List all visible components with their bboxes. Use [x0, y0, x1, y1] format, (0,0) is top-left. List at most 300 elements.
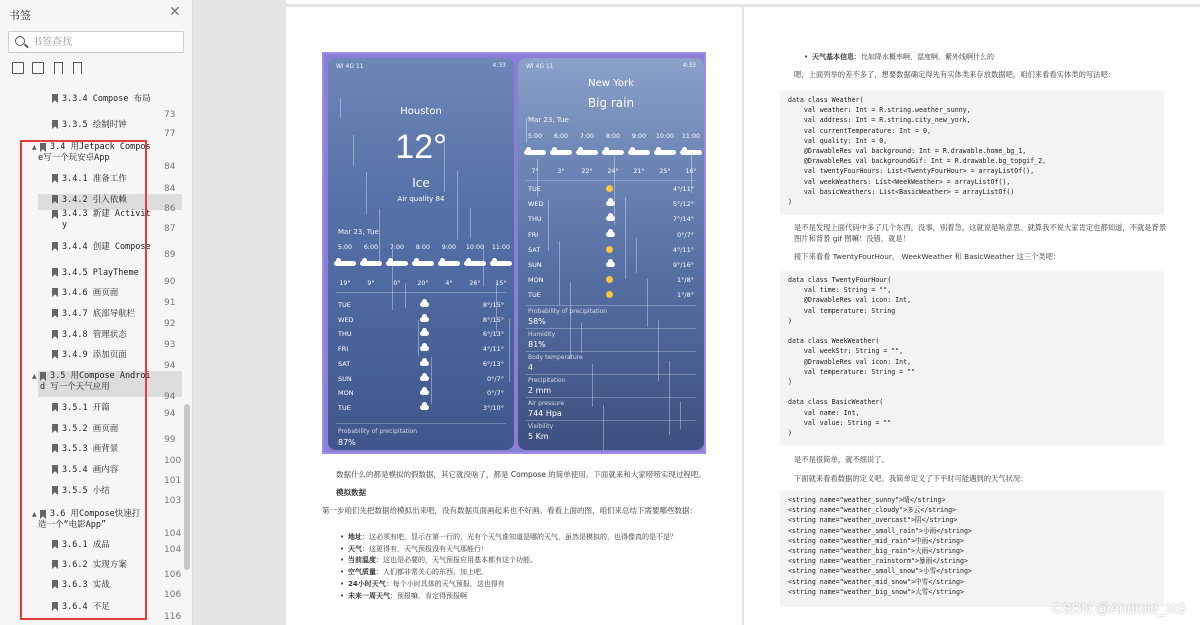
temp-range: 3°/10° [482, 403, 504, 412]
bookmark-page-number: 99 [164, 435, 176, 445]
document-viewer [194, 0, 1200, 625]
cloud-icon [438, 261, 460, 266]
sidebar-bookmark-item[interactable] [0, 329, 182, 345]
sun-icon [606, 246, 613, 253]
temp-range: 4°/11° [482, 345, 504, 354]
day-name: WED [338, 315, 354, 324]
weather-icon [420, 404, 429, 412]
bookmark-label: e写一个玩安卓App [38, 153, 110, 163]
temp-range: 1°/8° [677, 276, 694, 285]
bookmark-icon [52, 174, 58, 183]
daily-forecast-row [528, 246, 694, 256]
cloud-icon [420, 331, 429, 336]
bullet-item [348, 544, 488, 555]
stat-label: Air pressure [528, 400, 565, 407]
bookmark-icon [40, 143, 46, 152]
paragraph: 是不是很简单，就不细说了。 [794, 455, 889, 464]
rain-streak [470, 208, 471, 238]
sidebar-bookmark-item[interactable] [0, 119, 182, 135]
bookmark-page-number: 94 [164, 409, 176, 419]
temp-range: 4°/11° [672, 185, 694, 193]
cloud-icon [602, 150, 624, 155]
bookmark-page-number: 100 [164, 456, 182, 466]
hour-temp: 9° [367, 280, 375, 287]
day-name: SUN [338, 374, 352, 383]
document-page-left [286, 7, 742, 625]
bookmark-label: 3.4.1 准备工作 [62, 174, 127, 184]
sun-icon [606, 291, 613, 298]
sidebar-bookmark-item[interactable] [0, 539, 182, 555]
divider [336, 423, 506, 424]
hour-label: 8:00 [605, 133, 621, 140]
divider [526, 420, 696, 421]
bullet-text: ：这必须有吧，显示在第一行的，光有个天气谁知道是哪的天气，虽然是模拟的，也得像真的是不是？ [362, 533, 677, 541]
bookmark-page-number: 91 [164, 298, 176, 308]
weather-app-screenshot [322, 52, 706, 454]
bookmarks-sidebar [0, 0, 193, 625]
bullet-text: ：这也是必要的，天气预报应用基本都有这个功能。 [376, 556, 537, 565]
bookmark-page-number: 84 [164, 184, 176, 194]
sidebar-scrollbar[interactable] [184, 404, 190, 570]
bookmark-label: 3.3.5 绘制时钟 [62, 120, 127, 130]
weather-icon [550, 150, 572, 157]
sidebar-bookmark-item[interactable] [0, 509, 182, 535]
collapse-all-icon[interactable] [32, 62, 44, 74]
bookmark-icon [52, 540, 58, 549]
day-name: THU [528, 215, 542, 224]
bookmark-label: 3.3.4 Compose 布局 [62, 94, 151, 104]
bookmark-icon [40, 510, 46, 519]
day-name: MON [338, 389, 354, 398]
bullet-item [348, 555, 537, 566]
temp-range: 0°/7° [487, 389, 504, 398]
status-bar-clock: 4:33 [682, 62, 696, 69]
bookmark-page-number: 93 [164, 340, 176, 350]
hour-label: 5:00 [337, 244, 353, 251]
bookmark-icon [52, 403, 58, 412]
cloud-icon [490, 261, 512, 266]
sun-icon [606, 185, 613, 192]
day-name: TUE [338, 403, 351, 412]
rain-streak [592, 364, 593, 407]
bookmark-icon [52, 486, 58, 495]
bullet-item [348, 532, 677, 543]
bookmark-label: d 写一个天气应用 [40, 382, 110, 392]
hour-temp: 20° [417, 280, 429, 287]
bookmark-label: 3.5.2 画页面 [62, 424, 119, 434]
weather-icon [576, 150, 598, 157]
hour-label: 9:00 [631, 133, 647, 140]
weather-icon [420, 316, 429, 324]
bookmark-icon [40, 372, 46, 381]
bookmark-label: 3.6 用Compose快速打 [50, 509, 141, 519]
day-name: TUE [338, 301, 351, 309]
paragraph: 数据什么的都是模拟的假数据，其它就没啥了，都是 Compose 的简单使用。下面就来和大家唠唠实现过程吧。 [336, 470, 706, 479]
sidebar-bookmark-item[interactable] [0, 601, 182, 617]
collapse-caret-icon[interactable]: ▲ [32, 373, 37, 380]
hourly-times [334, 244, 512, 251]
stat-label: Body temperature [528, 354, 583, 361]
bookmark-icon [52, 330, 58, 339]
bullet-item: • 天气基本信息：比如降水概率啊，湿度啊，紫外线啊什么的 [812, 52, 994, 63]
sidebar-bookmark-item[interactable] [0, 142, 182, 168]
bookmark-page-number: 94 [164, 361, 176, 371]
weather-icon [606, 185, 613, 194]
bookmark-icon [52, 465, 58, 474]
temp-range: 0°/7° [677, 230, 694, 239]
bookmark-page-number: 92 [164, 319, 176, 329]
bookmark-page-number: 73 [164, 110, 176, 120]
bookmark-label: 造一个“电影App” [38, 520, 107, 530]
day-name: FRI [338, 345, 349, 354]
bookmark-page-number: 103 [164, 496, 182, 506]
cloud-icon [420, 317, 429, 322]
hour-temp: 26° [469, 280, 481, 287]
cloud-icon [524, 150, 546, 155]
bookmark-page-number: 84 [164, 162, 176, 172]
bookmark-icon [52, 444, 58, 453]
sidebar-bookmark-item[interactable] [0, 443, 182, 459]
bookmark-page-number: 94 [164, 392, 176, 402]
search-icon [15, 36, 25, 46]
hourly-temps [334, 280, 512, 287]
bookmark-page-number: 106 [164, 570, 182, 580]
sidebar-title: 书签 [9, 9, 31, 22]
cloud-icon [360, 261, 382, 266]
temp-range: 0°/7° [487, 374, 504, 383]
paragraph: 嗯，上面列举的差不多了，想要数据确定得先有实体类来存放数据吧，咱们来看看实体类的写法吧： [794, 70, 1116, 79]
sidebar-bookmark-item[interactable] [0, 93, 182, 109]
divider [526, 305, 696, 306]
weather-icon [420, 389, 429, 397]
cloud-icon [680, 150, 702, 155]
bookmark-label: 3.6.3 实战 [62, 580, 110, 590]
stat-value: 58% [528, 317, 546, 326]
weather-icon [420, 360, 429, 368]
bookmark-label: 3.4.2 引入依赖 [62, 195, 127, 205]
weather-icon [524, 150, 546, 157]
hour-label: 11:00 [681, 133, 701, 140]
weather-condition: Big rain [587, 96, 635, 110]
hour-label: 11:00 [491, 244, 511, 251]
daily-forecast-row [528, 231, 694, 241]
hour-temp: 0° [393, 280, 401, 287]
sidebar-bookmark-item[interactable] [0, 173, 182, 189]
bookmark-page-number: 77 [164, 129, 176, 139]
hour-temp: 24° [607, 168, 619, 175]
weather-icon [420, 375, 429, 383]
stat-label: Probability of precipitation [338, 428, 418, 435]
weather-icon [606, 200, 615, 208]
cloud-icon [606, 232, 615, 237]
weather-icon [490, 261, 512, 268]
bookmark-label: y [62, 220, 68, 230]
bullet-text: ：这更得有，天气预报没有天气那能行！ [362, 544, 488, 553]
bullet-key: 未来一周天气 [348, 591, 390, 600]
cloud-icon [420, 361, 429, 366]
sidebar-bookmark-item[interactable] [0, 287, 182, 303]
temp-range: 9°/16° [672, 261, 694, 269]
bookmark-label: 3.6.4 不足 [62, 602, 110, 612]
rain-streak [509, 319, 510, 382]
sidebar-bookmark-item[interactable] [0, 464, 182, 480]
bookmark-page-number: 116 [164, 612, 182, 622]
bookmark-icon [52, 602, 58, 611]
code-block-weather: data class Weather( val weather: Int = R.string.weather_sunny, val address: Int = R.string.city_new_york, val currentTemperature: Int = 0, val quality: Int = 0, @DrawableRes val background: Int = R.drawable.home_bg_1, @DrawableRes val backgroundGif: Int = R.drawable.bg_topgif_2, val twentyFourHours: List<TwentyFourHour> = arrayListOf(), val weekWeathers: List<WeekWeather> = arrayListOf(), val basicWeathers: List<BasicWeather> = arrayListOf() ) [780, 91, 1164, 215]
bookmark-icon [52, 242, 58, 251]
hour-label: 9:00 [441, 244, 457, 251]
hour-label: 6:00 [553, 133, 569, 140]
bookmark-page-number: 104 [164, 545, 182, 555]
bookmark-icon [52, 268, 58, 277]
stat-value: 5 Km [528, 432, 549, 441]
expand-all-icon[interactable] [12, 62, 24, 74]
code-block-classes: data class TwentyFourHour( val time: String = "", @DrawableRes val icon: Int, val temperature: String ) data class WeekWeather( val weekStr: String = "", @DrawableRes val icon: Int, val temperature: String = "" ) data class BasicWeather( val name: Int, val value: String = "" ) [780, 271, 1164, 445]
bookmark-icon [52, 309, 58, 318]
weather-icon [680, 150, 702, 157]
stat-label: Visibility [528, 423, 554, 430]
bullet-key: 24小时天气 [348, 579, 386, 588]
daily-forecast-row [528, 276, 694, 286]
bookmark-page-number: 106 [164, 590, 182, 600]
bookmark-label: 3.4.3 新建 Activit [62, 209, 151, 219]
day-name: SUN [528, 261, 542, 269]
current-temperature: 12° [395, 128, 447, 166]
weather-icon [334, 261, 356, 268]
daily-forecast-row [338, 301, 504, 311]
divider [526, 397, 696, 398]
cloud-icon [606, 262, 615, 267]
rain-streak [647, 279, 648, 327]
weather-icon [606, 215, 615, 223]
daily-forecast-row [528, 185, 694, 195]
bullet-item [348, 579, 505, 590]
temp-range: 4°/11° [672, 245, 694, 254]
stat-value: 87% [338, 438, 356, 447]
cloud-icon [420, 405, 429, 410]
stat-label: Humidity [528, 331, 556, 338]
bookmark-search-input[interactable] [32, 34, 180, 50]
cloud-icon [420, 302, 429, 307]
sidebar-bookmark-item[interactable] [0, 423, 182, 439]
bullet-item [348, 567, 488, 578]
bookmark-page-number: 90 [164, 277, 176, 287]
daily-forecast-row [338, 316, 504, 326]
cloud-icon [420, 376, 429, 381]
collapse-caret-icon[interactable]: ▲ [32, 511, 37, 518]
bookmark-icon [52, 120, 58, 129]
daily-forecast-row [338, 375, 504, 385]
stat-value: 2 mm [528, 386, 552, 395]
phone-screenshot-new-york [518, 58, 704, 450]
sidebar-bookmark-item[interactable] [0, 402, 182, 418]
stat-label: Probability of precipitation [528, 308, 608, 315]
sidebar-bookmark-item[interactable] [0, 267, 182, 283]
cloud-icon [420, 390, 429, 395]
add-bookmark-icon[interactable] [54, 62, 63, 74]
bookmark-icon [52, 288, 58, 297]
cloud-icon [606, 216, 615, 221]
bookmark-label: 3.5.4 画内容 [62, 465, 119, 475]
sidebar-bookmark-item[interactable] [0, 559, 182, 575]
city-name: Houston [400, 106, 442, 117]
divider [336, 292, 506, 293]
bookmark-page-number: 104 [164, 529, 182, 539]
paragraph: 是不是发现上面代码中多了几个东西，没事，别着急，这就说是啥意思。就算我不说大家肯定也都知道，不就是背景图片和背景 gif 图嘛！没错，就是！ [794, 223, 1167, 243]
stat-label: Precipitation [528, 377, 566, 384]
weather-icon [412, 261, 434, 268]
temp-range: 6°/13° [482, 330, 504, 339]
weather-icon [606, 291, 613, 300]
rain-streak [379, 209, 380, 262]
day-name: FRI [528, 230, 539, 239]
daily-forecast-row [338, 360, 504, 370]
temp-range: 7°/14° [672, 215, 694, 224]
bookmark-label: 3.4.6 画页面 [62, 288, 119, 298]
bookmark-icon [52, 424, 58, 433]
hour-temp: 25° [659, 168, 671, 175]
day-name: SAT [338, 359, 351, 368]
stat-value: 81% [528, 340, 546, 349]
daily-forecast-row [528, 261, 694, 271]
sidebar-bookmark-item[interactable] [0, 579, 182, 595]
bookmark-label: 3.4.8 管理状态 [62, 330, 127, 340]
daily-forecast-row [528, 215, 694, 225]
bookmark-label: 3.6.2 实现方案 [62, 560, 127, 570]
cloud-icon [628, 150, 650, 155]
bullet-key: 空气质量 [348, 568, 376, 577]
temp-range: 8°/15° [482, 315, 504, 324]
daily-forecast-row [338, 330, 504, 340]
status-bar-left: Wl 4G 11 [526, 63, 554, 70]
daily-forecast-row [338, 345, 504, 355]
cloud-icon [550, 150, 572, 155]
day-name: THU [338, 330, 352, 339]
hour-temp: 15° [495, 280, 507, 287]
weather-icon [606, 246, 613, 255]
cloud-icon [420, 346, 429, 351]
city-name: New York [588, 78, 634, 89]
temp-range: 5°/12° [672, 200, 694, 209]
paragraph: 接下来看看 TwentyFourHour， WeekWeather 和 BasicWeather 这三个类吧： [794, 252, 1061, 261]
divider [526, 351, 696, 352]
weather-icon [420, 330, 429, 338]
hour-label: 6:00 [363, 244, 379, 251]
hour-temp: 3° [557, 168, 565, 175]
day-name: MON [528, 276, 544, 285]
bookmark-search[interactable] [8, 31, 184, 53]
bookmark-icon [52, 210, 58, 219]
day-name: WED [528, 200, 544, 209]
bullet-key: 当前温度 [348, 556, 376, 565]
weather-condition: Ice [412, 176, 430, 190]
sidebar-bookmark-item[interactable] [0, 349, 182, 365]
status-bar-clock: 4:33 [492, 62, 506, 69]
weather-icon [606, 276, 613, 285]
bookmark-label: 3.4.7 底部导航栏 [62, 309, 136, 319]
hour-temp: 19° [339, 280, 351, 287]
bookmark-page-number: 87 [164, 224, 176, 234]
weather-icon [420, 345, 429, 353]
bookmark-label: 3.5 用Compose Androi [50, 371, 151, 381]
sidebar-bookmark-item[interactable] [0, 308, 182, 324]
weather-icon [606, 261, 615, 269]
paragraph: 第一步咱们先把数据给模拟出来吧，没有数据页面画起来也不好画。看看上面的图，咱们来总结下需要哪些数据： [322, 506, 697, 515]
weather-icon [420, 301, 429, 309]
hour-label: 7:00 [389, 244, 405, 251]
sidebar-bookmark-item[interactable] [0, 209, 182, 235]
close-icon[interactable]: ✕ [169, 4, 181, 20]
hour-temp: 4° [445, 280, 453, 287]
bookmark-label: 3.5.3 画背景 [62, 444, 119, 454]
air-quality: Air quality 84 [397, 195, 445, 203]
temp-range: 1°/8° [677, 291, 694, 300]
hour-temp: 7° [531, 168, 539, 175]
temp-range: 6°/13° [482, 359, 504, 368]
collapse-caret-icon[interactable]: ▲ [32, 144, 37, 151]
bookmark-label: 3.5.5 小结 [62, 486, 110, 496]
section-heading: 模拟数据 [336, 488, 366, 497]
sidebar-bookmark-item[interactable] [0, 241, 182, 257]
weather-icon [438, 261, 460, 268]
hour-label: 5:00 [527, 133, 543, 140]
cloud-icon [386, 261, 408, 266]
divider [526, 180, 696, 181]
hourly-icons [524, 150, 702, 157]
stat-value: 4 [528, 363, 534, 372]
cloud-icon [464, 261, 486, 266]
cloud-icon [412, 261, 434, 266]
paragraph: 下面就来看看数据的定义吧。我简单定义了下平时可能遇到的天气状况： [794, 474, 1028, 483]
sidebar-bookmark-item[interactable] [0, 485, 182, 501]
hourly-temps [524, 168, 702, 175]
sun-icon [606, 276, 613, 283]
weather-icon [386, 261, 408, 268]
forecast-date: Mar 23, Tue [528, 116, 569, 124]
cloud-icon [606, 201, 615, 206]
divider [526, 374, 696, 375]
bookmark-icon [52, 350, 58, 359]
hour-label: 10:00 [465, 244, 485, 251]
bookmark-label: 3.4 用Jetpack Compos [50, 142, 151, 152]
hourly-times [524, 133, 702, 140]
bullet-item [348, 591, 467, 602]
status-bar-left: Wl 4G 11 [336, 63, 364, 70]
daily-forecast-row [338, 389, 504, 399]
daily-forecast-row [528, 200, 694, 210]
phone-screenshot-houston [328, 58, 514, 450]
hour-label: 7:00 [579, 133, 595, 140]
bookmark-label: 3.6.1 成品 [62, 540, 110, 550]
bullet-key: 天气 [348, 544, 362, 553]
bookmark-icon [52, 560, 58, 569]
hour-label: 8:00 [415, 244, 431, 251]
sidebar-bookmark-item[interactable] [32, 371, 182, 397]
bookmark-icon [52, 195, 58, 204]
bookmark-icon[interactable] [73, 62, 82, 74]
hour-temp: 22° [581, 168, 593, 175]
day-name: TUE [528, 291, 541, 300]
daily-forecast-row [528, 291, 694, 301]
sidebar-bookmark-item[interactable] [38, 194, 182, 210]
rain-streak [680, 402, 681, 429]
cloud-icon [576, 150, 598, 155]
previous-page-edge [286, 0, 1200, 4]
weather-icon [628, 150, 650, 157]
hour-label: 10:00 [655, 133, 675, 140]
bullet-key: 地址 [348, 533, 362, 541]
hour-temp: 16° [685, 168, 697, 175]
